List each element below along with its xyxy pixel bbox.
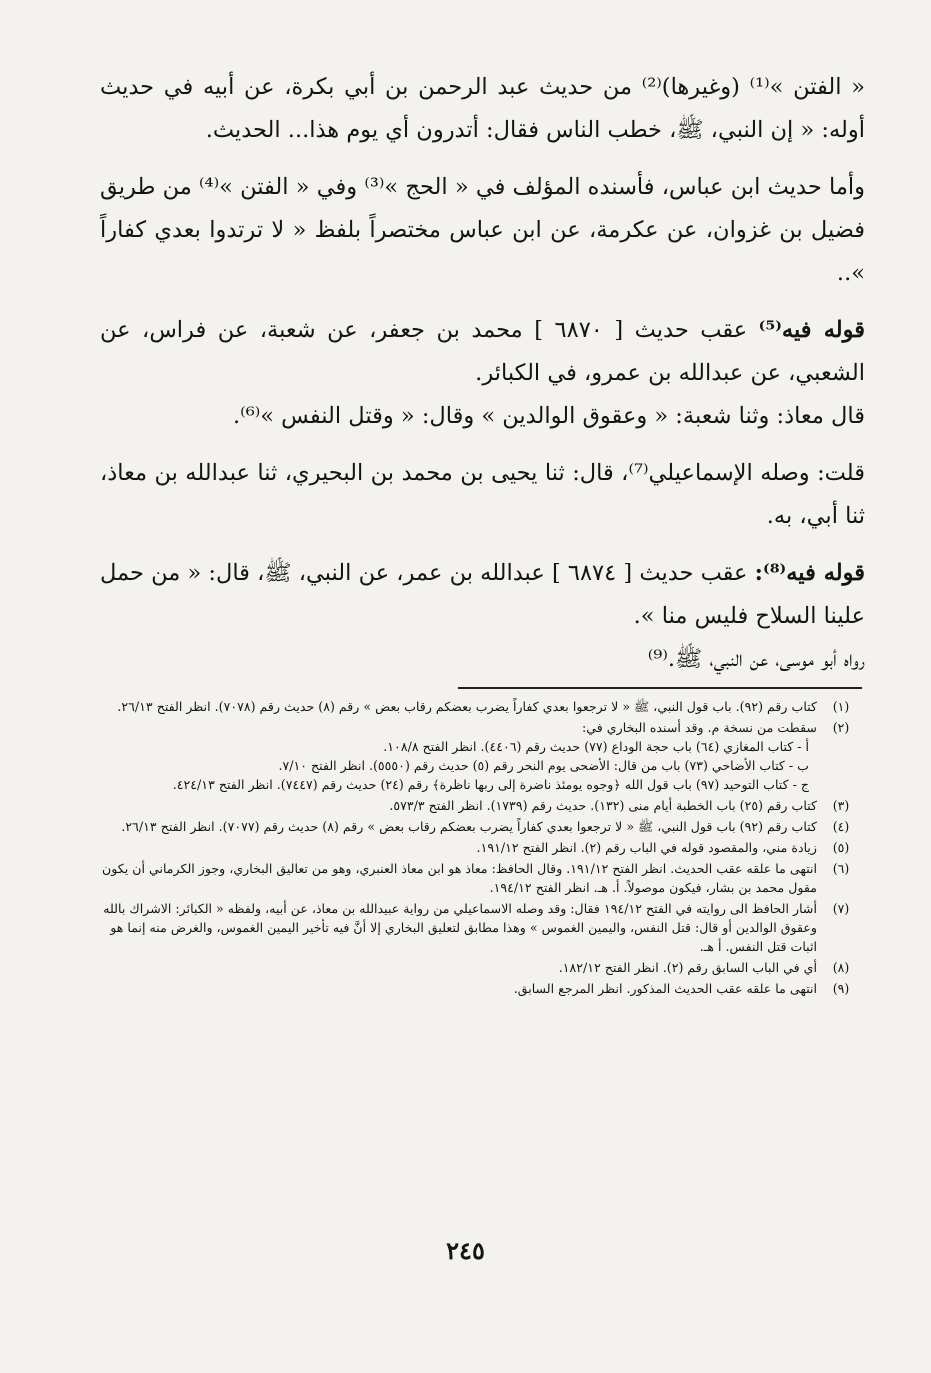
footnote [100, 859, 865, 897]
footnote-line: انتهى ما علقه عقب الحديث. انظر الفتح ١٩١/١٢. وقال الحافظ: معاذ هو ابن معاذ العنبري، وهو من تعاليق البخاري، وجوز الكرماني أن يكون مقول محمد بن بشار، فيكون موصولاً. أ. هـ. انظر الفتح ١٩٤/١٢. [102, 861, 817, 895]
footnote-line: ج - كتاب التوحيد (٩٧) باب قول الله ﴿وجوه يومئذ ناضرة إلى ربها ناظرة﴾ رقم (٢٤) حديث رقم (٧٤٤٧). انظر الفتح ٤٢٤/١٣. [172, 777, 809, 792]
footnote-line: انتهى ما علقه عقب الحديث المذكور. انظر المرجع السابق. [513, 981, 817, 996]
footnote-text [100, 817, 817, 836]
paragraph-3-lead: قوله فيه⁽⁵⁾ [758, 317, 866, 343]
paragraph-3-text: عقب حديث [ ٦٨٧٠ ] محمد بن جعفر، عن شعبة، عن فراس، عن الشعبي، عن عبدالله بن عمرو، في الكبائر. [100, 317, 865, 386]
footnote-divider [458, 687, 862, 689]
footnote-line: أي في الباب السابق رقم (٢). انظر الفتح ١٨٢/١٢. [558, 960, 817, 975]
footnote-line: سقطت من نسخة م. وقد أسنده البخاري في: [582, 720, 817, 735]
footnote-line: أ - كتاب المغازي (٦٤) باب حجة الوداع (٧٧) حديث رقم (٤٤٠٦). انظر الفتح ١٠٨/٨. [383, 739, 809, 754]
paragraph-6-lead: قوله فيه⁽⁸⁾: [754, 560, 866, 586]
footnote-line: كتاب رقم (٩٢) باب قول النبي، ﷺ « لا ترجعوا بعدي كفاراً يضرب بعضكم رقاب بعض » رقم (٨) حديث رقم (٧٠٧٧). انظر الفتح ٢٦/١٣. [121, 819, 817, 834]
footnote-number: (١) [832, 699, 850, 714]
footnote-number: (٧) [832, 901, 850, 916]
footnote-text [100, 697, 817, 716]
footnote-text [100, 979, 817, 998]
footnote-text [100, 838, 817, 857]
page-number: ٢٤٥ [446, 1236, 485, 1265]
footnote-number: (٦) [832, 861, 850, 876]
footnote-number: (٢) [832, 720, 850, 735]
footnote-number: (٤) [832, 819, 850, 834]
main-text [100, 66, 865, 681]
footnote-text [100, 958, 817, 977]
paragraph-6 [100, 552, 865, 638]
footnote [100, 899, 865, 956]
footnote [100, 697, 865, 716]
footnote [100, 796, 865, 815]
footnote-line: أشار الحافظ الى روايته في الفتح ١٩٤/١٢ فقال: وقد وصله الاسماعيلي من رواية عبيدالله بن معاذ، عن أبيه، ولفظه « الكبائر: الاشراك بالله وعقوق الوالدين أو قال: قتل النفس، واليمين الغموس » وهذا مطابق لتعليق البخاري إلا أنَّ فيه تأخير اليمين الغموس، والغرض منه إنما هو اثبات قتل النفس. أ هـ. [103, 901, 817, 954]
footnote [100, 958, 865, 977]
paragraph-7: رواه أبو موسى، عن النبي، ﷺ.⁽⁹⁾ [647, 646, 865, 672]
footnote-number: (٩) [832, 981, 850, 996]
footnote-number: (٣) [832, 798, 850, 813]
footnote-line: كتاب رقم (٩٢). باب قول النبي، ﷺ « لا ترجعوا بعدي كفاراً يضرب بعضكم رقاب بعض » رقم (٨) حديث رقم (٧٠٧٨). انظر الفتح ٢٦/١٣. [117, 699, 817, 714]
paragraph-2: وأما حديث ابن عباس، فأسنده المؤلف في « الحج »⁽³⁾ وفي « الفتن »⁽⁴⁾ من طريق فضيل بن غزوان، عن عكرمة، عن ابن عباس مختصراً بلفظ « لا ترتدوا بعدي كفاراً ».. [100, 174, 866, 286]
footnote-line: كتاب رقم (٢٥) باب الخطبة أيام منى (١٣٢). حديث رقم (١٧٣٩). انظر الفتح ٥٧٣/٣. [389, 798, 817, 813]
footnote-number: (٨) [832, 960, 850, 975]
footnote [100, 979, 865, 998]
footnote-text [100, 899, 817, 956]
footnote-text [100, 796, 817, 815]
footnotes [100, 697, 865, 1000]
footnote-line: ب - كتاب الأضاحي (٧٣) باب من قال: الأضحى يوم النحر رقم (٥) حديث رقم (٥٥٥٠). انظر الفتح ٧/١٠. [278, 758, 809, 773]
paragraph-5: قلت: وصله الإسماعيلي⁽⁷⁾، قال: ثنا يحيى بن محمد بن البحيري، ثنا عبدالله بن معاذ، ثنا أبي، به. [100, 460, 865, 529]
footnote-text [100, 859, 817, 897]
footnote [100, 718, 865, 794]
paragraph-6-text: عقب حديث [ ٦٨٧٤ ] عبدالله بن عمر، عن النبي، ﷺ، قال: « من حمل علينا السلاح فليس منا ». [100, 560, 865, 629]
footnote [100, 817, 865, 836]
footnote-text [100, 718, 817, 794]
footnote-line: زيادة مني، والمقصود قوله في الباب رقم (٢). انظر الفتح ١٩١/١٢. [476, 840, 817, 855]
paragraph-4: قال معاذ: وثنا شعبة: « وعقوق الوالدين » وقال: « وقتل النفس »⁽⁶⁾. [233, 403, 865, 429]
paragraph-3 [100, 309, 865, 395]
footnote-number: (٥) [832, 840, 850, 855]
footnote [100, 838, 865, 857]
paragraph-1: « الفتن »⁽¹⁾ (وغيرها)⁽²⁾ من حديث عبد الرحمن بن أبي بكرة، عن أبيه في حديث أوله: « إن النبي، ﷺ، خطب الناس فقال: أتدرون أي يوم هذا... الحديث. [100, 74, 865, 143]
